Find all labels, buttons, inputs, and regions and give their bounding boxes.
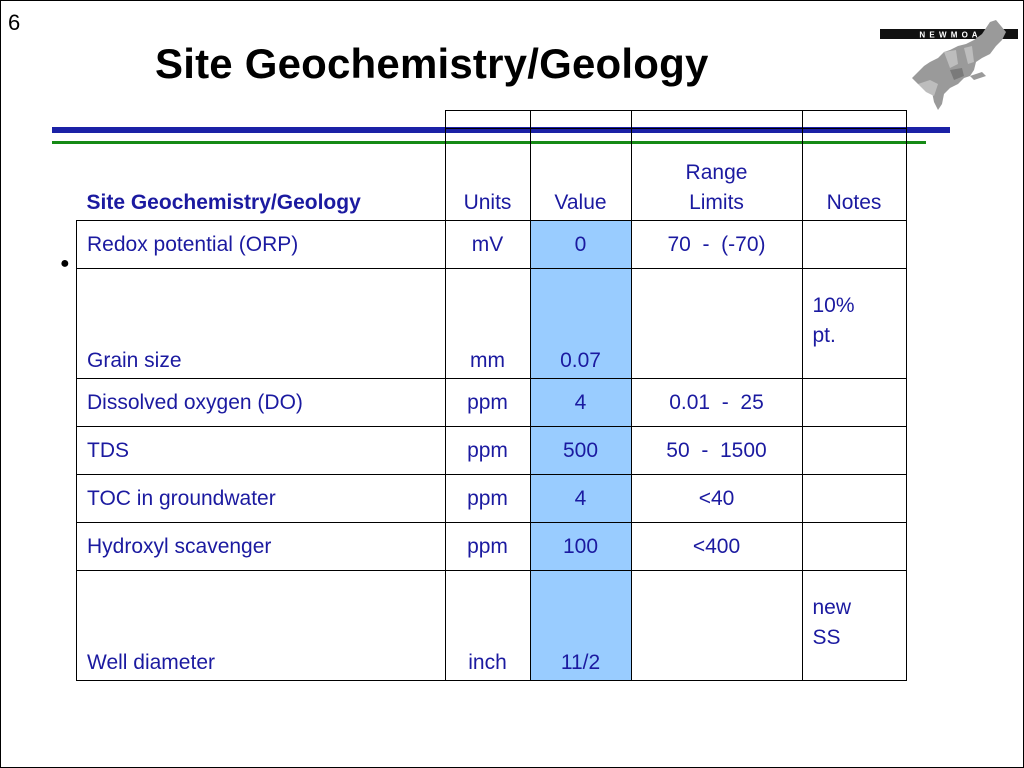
table-top-stub [77, 111, 907, 129]
row-units: ppm [445, 475, 530, 523]
row-range: 0.01 - 25 [631, 379, 802, 427]
row-units: ppm [445, 427, 530, 475]
row-notes-line2: SS [812, 626, 841, 649]
table-header-row [77, 129, 907, 221]
row-range: <40 [631, 475, 802, 523]
northeast-states-map-icon [878, 18, 1020, 118]
row-units: ppm [445, 523, 530, 571]
slide-number: 6 [8, 10, 21, 35]
header-notes: Notes [802, 129, 906, 221]
row-value: 4 [530, 475, 631, 523]
table-row [77, 221, 907, 269]
header-range-line1: Range [685, 161, 748, 184]
row-range: 70 - (-70) [631, 221, 802, 269]
row-notes-line1: new [812, 596, 852, 619]
header-name: Site Geochemistry/Geology [77, 129, 446, 221]
row-notes [802, 427, 906, 475]
row-name: Hydroxyl scavenger [77, 523, 446, 571]
header-range-line2: Limits [689, 191, 744, 214]
header-units: Units [445, 129, 530, 221]
row-name: TDS [77, 427, 446, 475]
row-notes [802, 571, 906, 681]
row-units: inch [445, 571, 530, 681]
row-range: 50 - 1500 [631, 427, 802, 475]
logo-text: N E W M O A [919, 30, 979, 40]
row-notes-line2: pt. [812, 324, 836, 347]
row-notes [802, 523, 906, 571]
row-value: 11/2 [530, 571, 631, 681]
table-row [77, 269, 907, 379]
table-row [77, 475, 907, 523]
table-row [77, 427, 907, 475]
row-name: Grain size [77, 269, 446, 379]
geochemistry-table [76, 110, 907, 681]
table-row [77, 523, 907, 571]
row-notes [802, 475, 906, 523]
row-range: <400 [631, 523, 802, 571]
row-units: mm [445, 269, 530, 379]
row-value: 100 [530, 523, 631, 571]
row-name: Well diameter [77, 571, 446, 681]
row-name: Dissolved oxygen (DO) [77, 379, 446, 427]
header-value: Value [530, 129, 631, 221]
table-row [77, 379, 907, 427]
row-range [631, 269, 802, 379]
row-range [631, 571, 802, 681]
row-notes [802, 269, 906, 379]
row-value: 0 [530, 221, 631, 269]
row-notes [802, 221, 906, 269]
page-title: Site Geochemistry/Geology [155, 40, 709, 87]
header-range [631, 129, 802, 221]
table-row [77, 571, 907, 681]
row-units: ppm [445, 379, 530, 427]
row-value: 4 [530, 379, 631, 427]
row-units: mV [445, 221, 530, 269]
row-value: 500 [530, 427, 631, 475]
bullet-marker: ● [60, 255, 70, 272]
row-value: 0.07 [530, 269, 631, 379]
row-notes [802, 379, 906, 427]
row-notes-line1: 10% [812, 294, 855, 317]
row-name: TOC in groundwater [77, 475, 446, 523]
row-name: Redox potential (ORP) [77, 221, 446, 269]
